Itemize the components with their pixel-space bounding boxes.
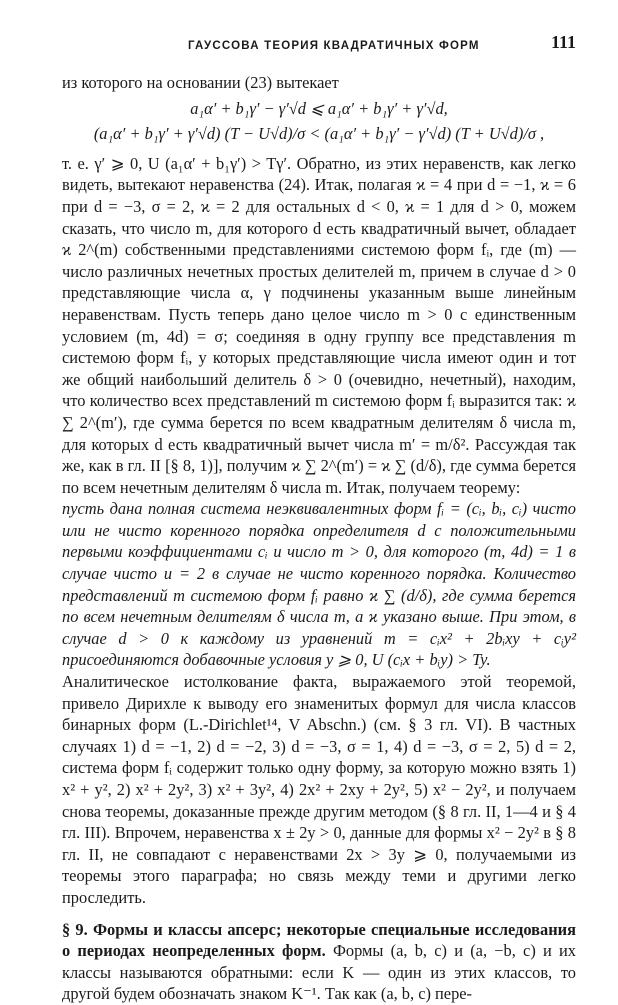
formula-inequality-2: (a₁α′ + b₁γ′ + γ′√d) (T − U√d)/σ < (a₁α′ + b₁γ′ − γ′√d) (T + U√d)/σ , <box>93 124 545 144</box>
theorem-text: пусть дана полная система неэквивалентных форм fᵢ = (cᵢ, bᵢ, cᵢ) чисто или не чисто коренного порядка определителя d с положительными первыми коэффициентами cᵢ и число m > 0, для которого (m, 4d) = 1 в случае чисто и = 2 в случае не чисто коренного порядка. Количество представлений m системою форм fᵢ равно ϰ ∑ (d/δ), где сумма берется по всем нечетным делителям δ числа m, а ϰ указано выше. При этом, в случае d > 0 к каждому из уравнений m = cᵢx² + 2bᵢxy + cᵢy² присоединяются добавочные условия y ⩾ 0, U (cᵢx + bᵢy) > Ty. <box>62 499 576 670</box>
page-header <box>62 32 576 56</box>
paragraph-dirichlet: Аналитическое истолкование факта, выражаемого этой теоремой, привело Дирихле к выводу его знаменитых формул для числа классов бинарных форм (L.-Dirichlet¹⁴, V Abschn.) (см. § 3 гл. VI). В частных случаях 1) d = −1, 2) d = −2, 3) d = −3, σ = 1, 4) d = −3, σ = 2, 5) d = 2, система форм fᵢ содержит только одну форму, за которую можно взять 1) x² + y², 2) x² + 2y², 3) x² + 3y², 4) 2x² + 2xy + 2y², 5) x² − 2y², и получаем снова теоремы, доказанные прежде другим методом (§ 8 гл. II, 1—4 и § 4 гл. III). Впрочем, неравенства x ± 2y > 0, данные для формы x² − 2y² в § 8 гл. II, не совпадают с неравенствами 2x > 3y ⩾ 0, получаемыми из теоремы этого параграфа; но связь между теми и другими легко проследить. <box>62 672 576 907</box>
formula-inequality-1: a₁α′ + b₁γ′ − γ′√d ⩽ a₁α′ + b₁γ′ + γ′√d, <box>190 98 448 118</box>
section-9 <box>62 919 576 1005</box>
section-title: § 9. Формы и классы апсерс; некоторые специальные исследования о периодах неопределенных форм. <box>62 919 576 961</box>
section-text: Формы (a, b, c) и (a, −b, c) и их классы называются обратными: если K — один из этих классов, то другой будем обозначать знаком K⁻¹. Так как (a, b, c) пере- <box>62 941 576 1004</box>
running-head: ГАУССОВА ТЕОРИЯ КВАДРАТИЧНЫХ ФОРМ <box>188 40 480 52</box>
page-number: 111 <box>550 32 576 52</box>
paragraph-main: т. е. γ′ ⩾ 0, U (a₁α′ + b₁γ′) > Tγ′. Обратно, из этих неравенств, как легко видеть, вытекают неравенства (24). Итак, полагая ϰ = 4 при d = −1, ϰ = 6 при d = −3, σ = 2, ϰ = 2 для остальных d < 0, ϰ = 1 для d > 0, можем сказать, что число m, для которого d есть квадратичный вычет, обладает ϰ 2^(m) собственными представлениями системою форм fᵢ, где (m) — число различных нечетных простых делителей m, причем в случае d > 0 представляющие числа α, γ подчинены указанным выше линейным неравенствам. Пусть теперь дано целое число m > 0 с единственным условием (m, 4d) = σ; соединяя в одну группу все представления m системою форм fᵢ, у которых представляющие числа имеют один и тот же общий наибольший делитель δ > 0 (очевидно, нечетный), находим, что количество всех представлений m системою форм fᵢ выразится так: ϰ ∑ 2^(m′), где сумма берется по всем квадратным делителям δ числа m, для которых d есть квадратичный вычет числа m′ = m/δ². Рассуждая так же, как в гл. II [§ 8, 1)], получим ϰ ∑ 2^(m′) = ϰ ∑ (d/δ), где сумма берется по всем нечетным делителям δ числа m. Итак, получаем теорему: <box>62 153 576 497</box>
intro-line: из которого на основании (23) вытекает <box>62 73 339 92</box>
